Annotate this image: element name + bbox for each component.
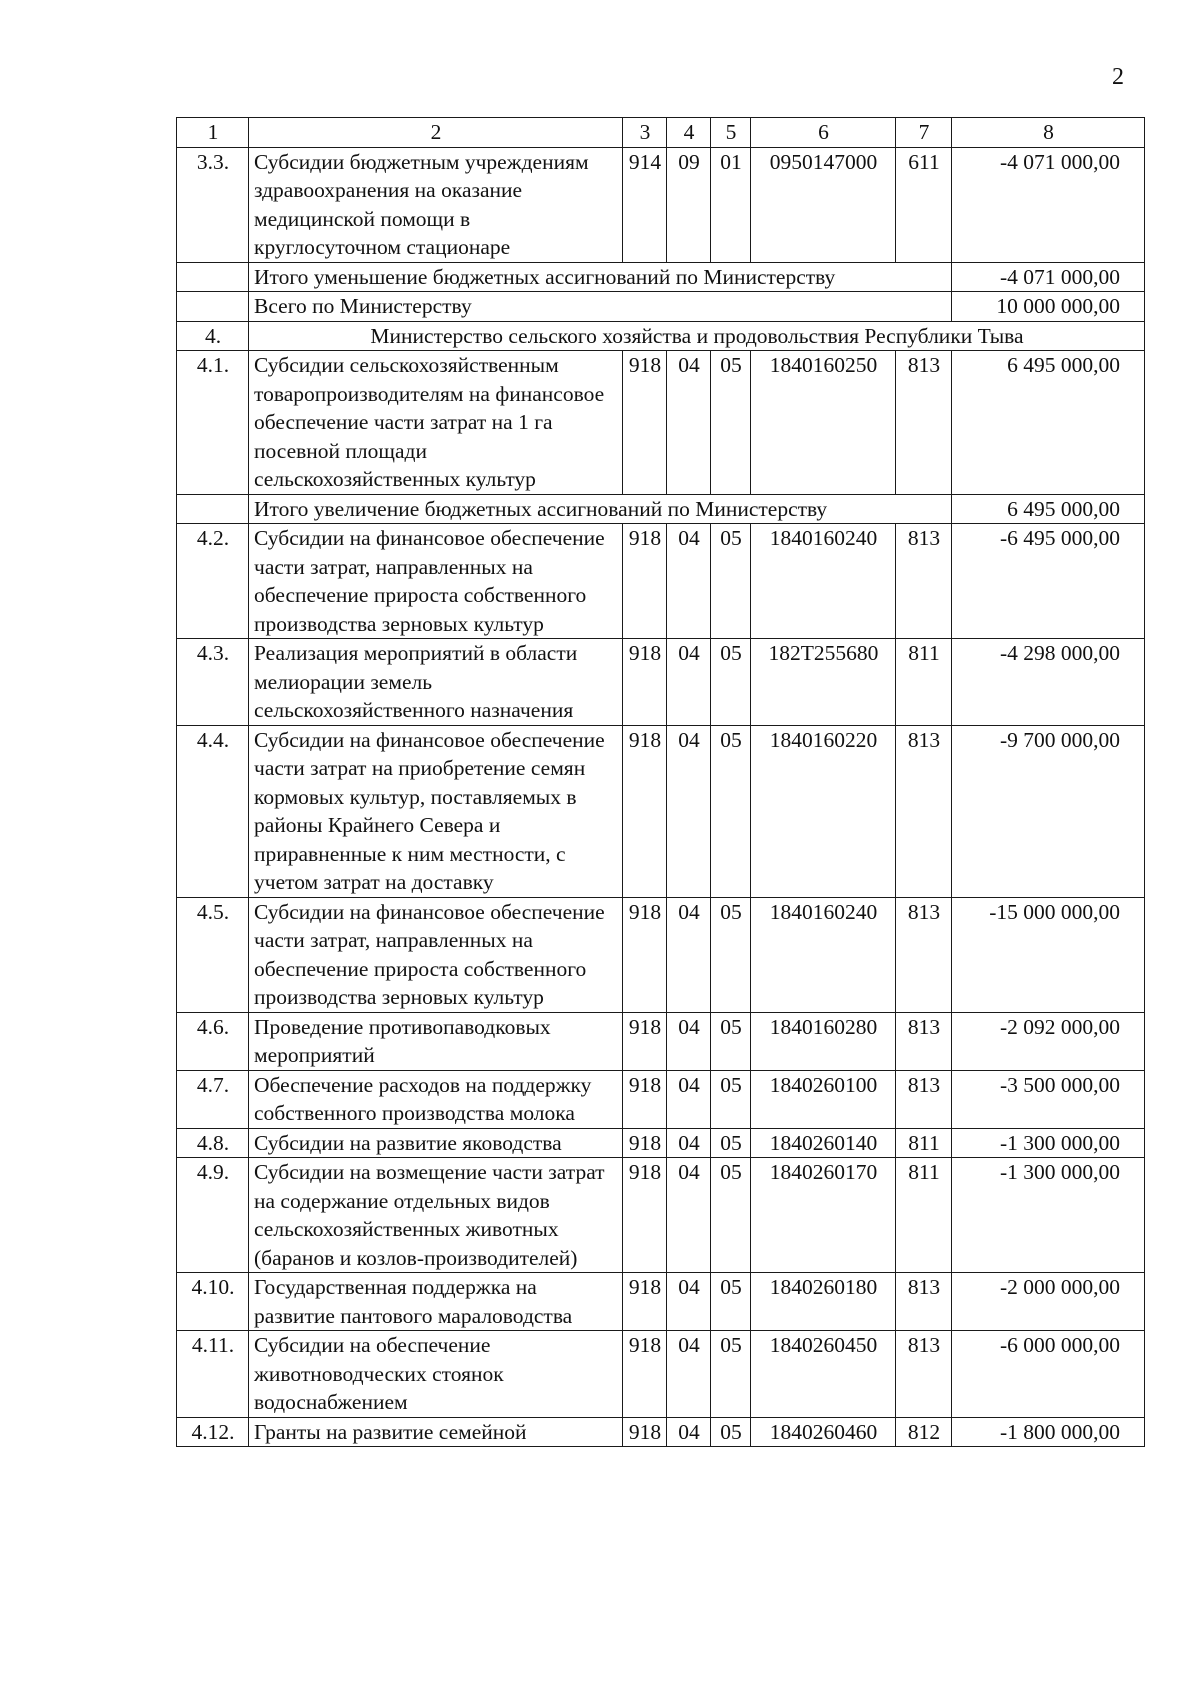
row-code-section: 04 (667, 1128, 711, 1158)
row-code-expense-type: 813 (896, 1012, 952, 1070)
row-code-expense-type: 813 (896, 1070, 952, 1128)
row-number: 4.7. (177, 1070, 249, 1128)
row-code-subsection: 05 (711, 1331, 751, 1418)
row-code-grbs: 918 (623, 1417, 667, 1447)
row-code-target: 182Т255680 (751, 639, 896, 726)
row-code-subsection: 05 (711, 1128, 751, 1158)
table-row (177, 897, 1145, 1012)
row-name: Субсидии на финансовое обеспечение части затрат, направленных на обеспечение прироста собственного производства зерновых культур (249, 897, 623, 1012)
row-code-section: 04 (667, 1273, 711, 1331)
total-row-number (177, 292, 249, 322)
table-row (177, 1417, 1145, 1447)
row-code-subsection: 05 (711, 1070, 751, 1128)
row-code-grbs: 918 (623, 1012, 667, 1070)
table-row (177, 524, 1145, 639)
table-row (177, 639, 1145, 726)
row-amount: -3 500 000,00 (952, 1070, 1145, 1128)
section-number: 4. (177, 321, 249, 351)
row-code-target: 0950147000 (751, 147, 896, 262)
row-code-subsection: 05 (711, 897, 751, 1012)
header-cell: 8 (952, 118, 1145, 148)
row-code-grbs: 918 (623, 351, 667, 495)
total-amount: 6 495 000,00 (952, 494, 1145, 524)
total-row (177, 292, 1145, 322)
row-number: 4.8. (177, 1128, 249, 1158)
row-amount: -15 000 000,00 (952, 897, 1145, 1012)
row-code-section: 04 (667, 1070, 711, 1128)
row-code-target: 1840160220 (751, 725, 896, 897)
total-label: Всего по Министерству (249, 292, 952, 322)
row-code-target: 1840160250 (751, 351, 896, 495)
total-label: Итого увеличение бюджетных ассигнований по Министерству (249, 494, 952, 524)
row-code-grbs: 918 (623, 1158, 667, 1273)
row-name: Реализация мероприятий в области мелиорации земель сельскохозяйственного назначения (249, 639, 623, 726)
row-code-subsection: 05 (711, 639, 751, 726)
row-code-grbs: 918 (623, 1070, 667, 1128)
row-name: Субсидии на возмещение части затрат на содержание отдельных видов сельскохозяйственных животных (баранов и козлов-производителей) (249, 1158, 623, 1273)
row-code-section: 04 (667, 1417, 711, 1447)
row-amount: -6 000 000,00 (952, 1331, 1145, 1418)
row-code-expense-type: 813 (896, 1331, 952, 1418)
row-name: Субсидии сельскохозяйственным товаропроизводителям на финансовое обеспечение части затрат на 1 га посевной площади сельскохозяйственных культур (249, 351, 623, 495)
row-amount: -4 071 000,00 (952, 147, 1145, 262)
row-code-subsection: 01 (711, 147, 751, 262)
total-amount: -4 071 000,00 (952, 262, 1145, 292)
row-code-subsection: 05 (711, 1417, 751, 1447)
row-number: 4.2. (177, 524, 249, 639)
row-name: Субсидии бюджетным учреждениям здравоохранения на оказание медицинской помощи в круглосуточном стационаре (249, 147, 623, 262)
row-name: Субсидии на финансовое обеспечение части затрат, направленных на обеспечение прироста собственного производства зерновых культур (249, 524, 623, 639)
row-code-target: 1840260170 (751, 1158, 896, 1273)
row-code-section: 04 (667, 1331, 711, 1418)
row-code-subsection: 05 (711, 1273, 751, 1331)
row-code-target: 1840260450 (751, 1331, 896, 1418)
row-number: 3.3. (177, 147, 249, 262)
row-code-section: 04 (667, 351, 711, 495)
row-number: 4.3. (177, 639, 249, 726)
row-code-expense-type: 811 (896, 639, 952, 726)
row-code-grbs: 918 (623, 639, 667, 726)
row-code-expense-type: 611 (896, 147, 952, 262)
header-cell: 6 (751, 118, 896, 148)
section-title: Министерство сельского хозяйства и продовольствия Республики Тыва (249, 321, 1145, 351)
row-code-target: 1840260140 (751, 1128, 896, 1158)
header-cell: 2 (249, 118, 623, 148)
row-amount: -1 300 000,00 (952, 1158, 1145, 1273)
page-number: 2 (1112, 64, 1124, 90)
row-code-grbs: 918 (623, 897, 667, 1012)
table-row (177, 1012, 1145, 1070)
row-code-target: 1840160240 (751, 524, 896, 639)
table-row (177, 1331, 1145, 1418)
row-code-expense-type: 813 (896, 725, 952, 897)
row-code-grbs: 918 (623, 1128, 667, 1158)
row-code-section: 04 (667, 639, 711, 726)
row-amount: -4 298 000,00 (952, 639, 1145, 726)
row-name: Государственная поддержка на развитие пантового мараловодства (249, 1273, 623, 1331)
row-code-grbs: 914 (623, 147, 667, 262)
table-row (177, 1128, 1145, 1158)
total-label: Итого уменьшение бюджетных ассигнований по Министерству (249, 262, 952, 292)
row-code-target: 1840260100 (751, 1070, 896, 1128)
total-row-number (177, 494, 249, 524)
total-row-number (177, 262, 249, 292)
row-number: 4.4. (177, 725, 249, 897)
row-amount: -1 300 000,00 (952, 1128, 1145, 1158)
row-name: Субсидии на развитие яководства (249, 1128, 623, 1158)
row-code-expense-type: 811 (896, 1158, 952, 1273)
row-code-target: 1840260460 (751, 1417, 896, 1447)
row-code-target: 1840160280 (751, 1012, 896, 1070)
header-cell: 7 (896, 118, 952, 148)
row-code-expense-type: 812 (896, 1417, 952, 1447)
row-number: 4.10. (177, 1273, 249, 1331)
budget-table (176, 117, 1145, 1447)
row-code-target: 1840160240 (751, 897, 896, 1012)
row-code-expense-type: 813 (896, 1273, 952, 1331)
row-code-target: 1840260180 (751, 1273, 896, 1331)
total-row (177, 494, 1145, 524)
row-number: 4.12. (177, 1417, 249, 1447)
row-code-grbs: 918 (623, 524, 667, 639)
row-code-section: 04 (667, 1012, 711, 1070)
row-code-section: 04 (667, 524, 711, 639)
row-amount: -2 092 000,00 (952, 1012, 1145, 1070)
row-code-subsection: 05 (711, 351, 751, 495)
row-number: 4.9. (177, 1158, 249, 1273)
row-number: 4.6. (177, 1012, 249, 1070)
row-name: Субсидии на обеспечение животноводческих стоянок водоснабжением (249, 1331, 623, 1418)
header-cell: 3 (623, 118, 667, 148)
row-number: 4.5. (177, 897, 249, 1012)
row-code-section: 04 (667, 725, 711, 897)
row-amount: -9 700 000,00 (952, 725, 1145, 897)
row-name: Обеспечение расходов на поддержку собственного производства молока (249, 1070, 623, 1128)
header-cell: 4 (667, 118, 711, 148)
row-code-section: 04 (667, 1158, 711, 1273)
row-code-grbs: 918 (623, 725, 667, 897)
row-code-subsection: 05 (711, 524, 751, 639)
table-row (177, 351, 1145, 495)
table-row (177, 725, 1145, 897)
row-code-subsection: 05 (711, 1012, 751, 1070)
table-row (177, 147, 1145, 262)
header-cell: 5 (711, 118, 751, 148)
row-amount: -2 000 000,00 (952, 1273, 1145, 1331)
table-row (177, 1158, 1145, 1273)
row-name: Субсидии на финансовое обеспечение части затрат на приобретение семян кормовых культур, поставляемых в районы Крайнего Севера и приравненные к ним местности, с учетом затрат на доставку (249, 725, 623, 897)
total-row (177, 262, 1145, 292)
row-amount: -1 800 000,00 (952, 1417, 1145, 1447)
row-code-grbs: 918 (623, 1331, 667, 1418)
row-code-section: 04 (667, 897, 711, 1012)
header-cell: 1 (177, 118, 249, 148)
total-amount: 10 000 000,00 (952, 292, 1145, 322)
row-name: Гранты на развитие семейной (249, 1417, 623, 1447)
row-code-expense-type: 813 (896, 897, 952, 1012)
row-name: Проведение противопаводковых мероприятий (249, 1012, 623, 1070)
row-code-section: 09 (667, 147, 711, 262)
row-code-expense-type: 813 (896, 524, 952, 639)
row-code-subsection: 05 (711, 1158, 751, 1273)
row-amount: -6 495 000,00 (952, 524, 1145, 639)
header-row (177, 118, 1145, 148)
section-row (177, 321, 1145, 351)
row-amount: 6 495 000,00 (952, 351, 1145, 495)
row-code-subsection: 05 (711, 725, 751, 897)
row-code-grbs: 918 (623, 1273, 667, 1331)
table-row (177, 1070, 1145, 1128)
row-number: 4.11. (177, 1331, 249, 1418)
table-row (177, 1273, 1145, 1331)
row-code-expense-type: 813 (896, 351, 952, 495)
row-number: 4.1. (177, 351, 249, 495)
row-code-expense-type: 811 (896, 1128, 952, 1158)
